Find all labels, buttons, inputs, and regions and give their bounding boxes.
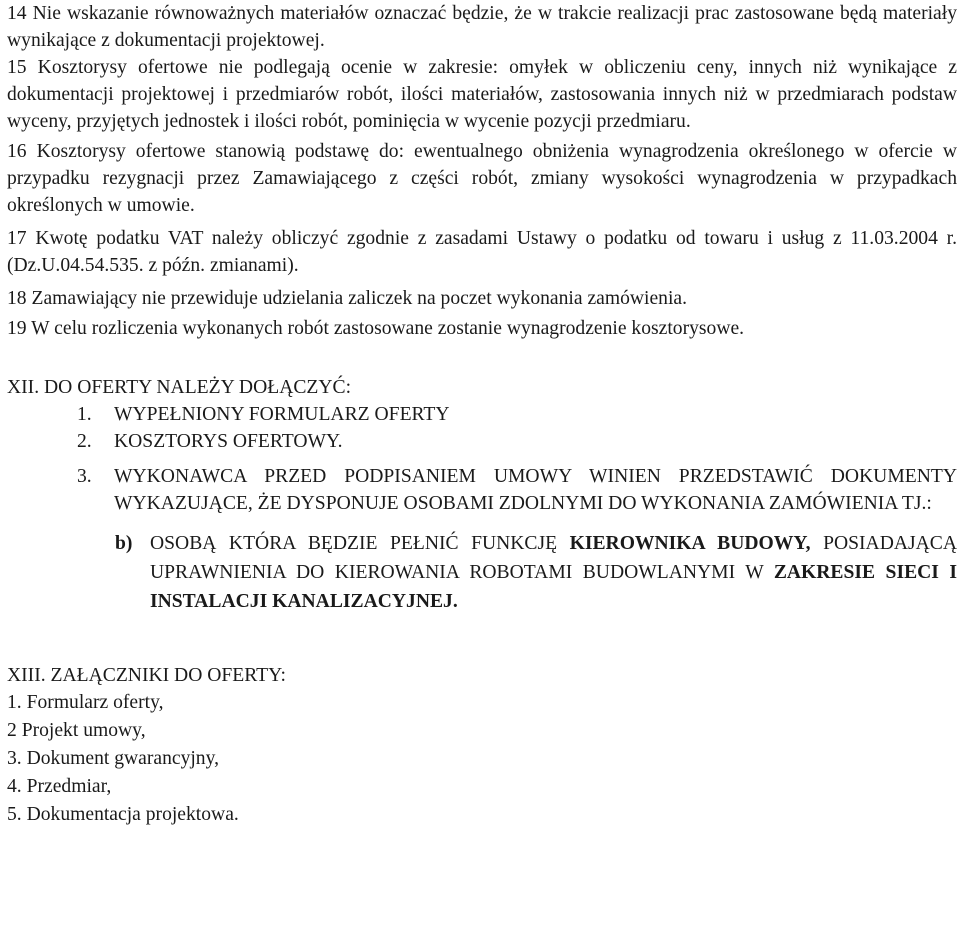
paragraph-17: 17 Kwotę podatku VAT należy obliczyć zgodnie z zasadami Ustawy o podatku od towaru i usług z 11.03.2004 r. (Dz.U.04.54.535. z późn. zmianami).: [7, 228, 957, 276]
list-item-number: 2.: [77, 431, 92, 452]
list-item-text: WYPEŁNIONY FORMULARZ OFERTY: [114, 404, 450, 425]
document-page: [7, 0, 957, 829]
paragraph-15: 15 Kosztorysy ofertowe nie podlegają ocenie w zakresie: omyłek w obliczeniu ceny, innych niż wynikające z dokumentacji projektowej i przedmiarów robót, ilości materiałów, zastosowania innych niż w przedmiarach podstaw wyceny, przyjętych jednostek i ilości robót, pominięcia w wycenie pozycji przedmiaru.: [7, 57, 957, 132]
section-13-heading: XIII. ZAŁĄCZNIKI DO OFERTY:: [7, 665, 286, 686]
paragraph-14: 14 Nie wskazanie równoważnych materiałów oznaczać będzie, że w trakcie realizacji prac zastosowane będą materiały wynikające z dokumentacji projektowej.: [7, 3, 957, 51]
attachment-item: 1. Formularz oferty,: [7, 692, 164, 713]
paragraph-19: 19 W celu rozliczenia wykonanych robót zastosowane zostanie wynagrodzenie kosztorysowe.: [7, 318, 745, 339]
section-13-list: [7, 689, 957, 829]
sub-item-text-b: KIEROWNIKA BUDOWY,: [569, 533, 811, 554]
attachment-item: 4. Przedmiar,: [7, 776, 112, 797]
sub-item-b: [7, 529, 957, 616]
list-item: [7, 401, 957, 428]
list-item: [7, 428, 957, 455]
paragraph-16: 16 Kosztorysy ofertowe stanowią podstawę do: ewentualnego obniżenia wynagrodzenia określonego w ofercie w przypadku rezygnacji przez Zamawiającego z części robót, zmiany wysokości wynagrodzenia w przypadkach określonych w umowie.: [7, 141, 957, 216]
section-12-heading: XII. DO OFERTY NALEŻY DOŁĄCZYĆ:: [7, 377, 352, 398]
list-item-number: 1.: [77, 404, 92, 425]
sub-item-text-d: ZAKRESIE SIECI I INSTALACJI KANALIZACYJNEJ.: [150, 562, 957, 612]
sub-item-text: [150, 529, 957, 616]
section-12-list: [7, 401, 957, 517]
sub-item-text-a: OSOBĄ KTÓRA BĘDZIE PEŁNIĆ FUNKCJĘ: [150, 533, 570, 554]
sub-item-text-c: POSIADAJĄCĄ UPRAWNIENIA DO KIEROWANIA ROBOTAMI BUDOWLANYMI W: [150, 533, 957, 583]
list-item-number: 3.: [77, 466, 92, 487]
list-item: [7, 463, 957, 517]
sub-item-label: b): [115, 533, 133, 554]
list-item-text: WYKONAWCA PRZED PODPISANIEM UMOWY WINIEN PRZEDSTAWIĆ DOKUMENTY WYKAZUJĄCE, ŻE DYSPONUJE OSOBAMI ZDOLNYMI DO WYKONANIA ZAMÓWIENIA TJ.:: [114, 466, 957, 514]
attachment-item: 3. Dokument gwarancyjny,: [7, 748, 220, 769]
attachment-item: 5. Dokumentacja projektowa.: [7, 804, 239, 825]
list-item-text: KOSZTORYS OFERTOWY.: [114, 431, 343, 452]
attachment-item: 2 Projekt umowy,: [7, 720, 146, 741]
paragraph-18: 18 Zamawiający nie przewiduje udzielania zaliczek na poczet wykonania zamówienia.: [7, 288, 688, 309]
